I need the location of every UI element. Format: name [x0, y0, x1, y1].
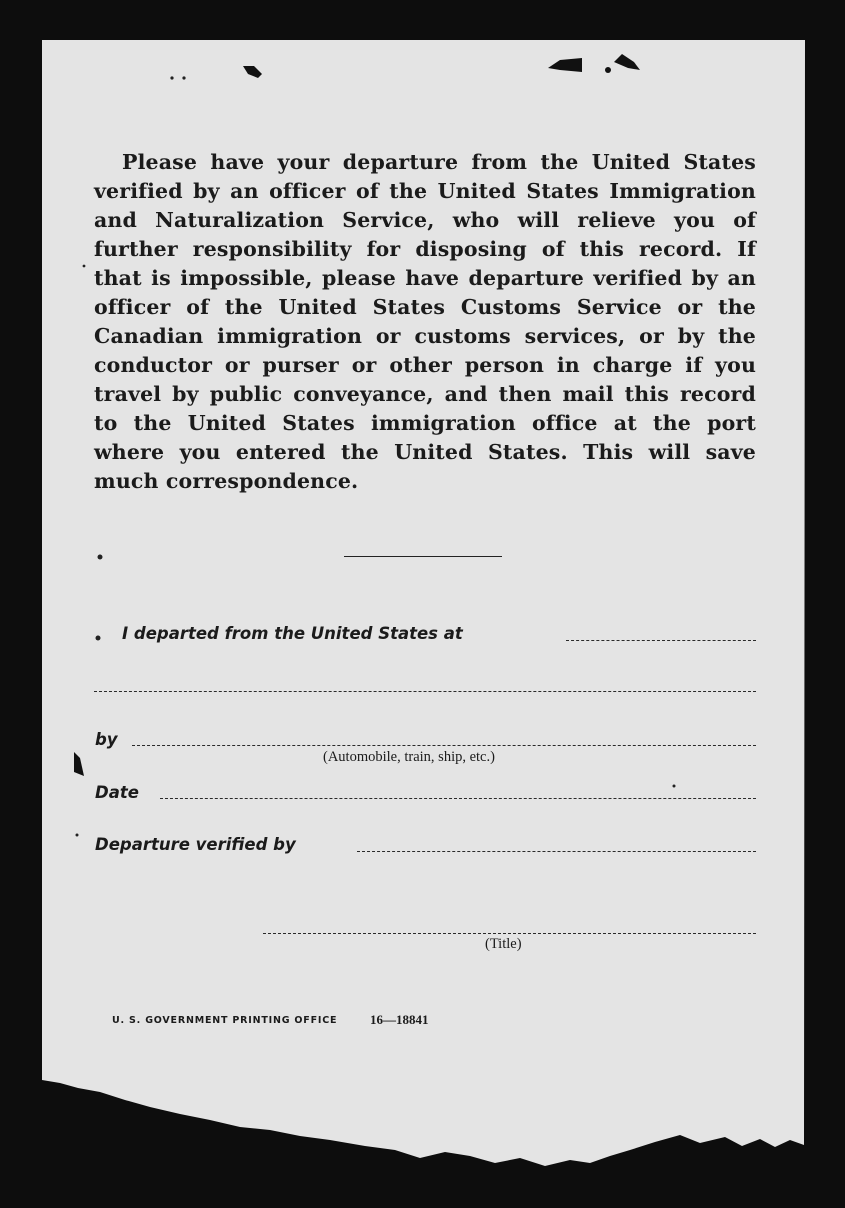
conveyance-line[interactable]	[132, 745, 756, 746]
title-caption: (Title)	[485, 936, 522, 952]
ink-speck	[170, 76, 173, 79]
date-label: Date	[95, 783, 139, 802]
conveyance-caption: (Automobile, train, ship, etc.)	[323, 749, 495, 765]
printing-office-imprint: U. S. GOVERNMENT PRINTING OFFICE	[112, 1015, 338, 1026]
departed-label: I departed from the United States at	[122, 624, 463, 643]
form-number: 16—18841	[370, 1012, 429, 1027]
ink-speck	[83, 265, 86, 268]
departed-location-line[interactable]	[566, 640, 756, 641]
verified-by-label: Departure verified by	[95, 835, 296, 854]
ink-speck	[605, 67, 611, 73]
ink-speck	[673, 785, 676, 788]
by-label: by	[95, 730, 118, 749]
ink-speck	[182, 76, 185, 79]
title-line[interactable]	[263, 933, 756, 934]
section-divider	[344, 556, 502, 557]
verifier-line[interactable]	[357, 851, 756, 852]
instructions-paragraph: Please have your departure from the United States verified by an officer of the United States Immigration and Naturalization Service, who will relieve you of further responsibility for disposing of this record. If that is impossible, please have departure verified by an officer of the United States Customs Service or the Canadian immigration or customs services, or by the conductor or purser or other person in charge if you travel by public conveyance, and then mail this record to the United States immigration office at the port where you entered the United States. This will save much correspondence.	[94, 150, 756, 493]
ink-speck	[98, 555, 103, 560]
departed-location-line-2[interactable]	[94, 691, 756, 692]
date-line[interactable]	[160, 798, 756, 799]
ink-speck	[96, 636, 101, 641]
ink-speck	[76, 834, 79, 837]
